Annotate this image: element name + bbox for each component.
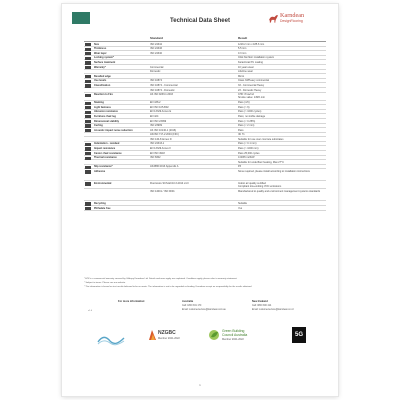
- row-result: [238, 147, 326, 150]
- row-property: [84, 182, 150, 185]
- row-standard: Floorscore SCS-EC10.3-2014 v4.0: [150, 182, 189, 186]
- row-property: [84, 61, 150, 64]
- row-standard: ISO 23999: [150, 124, 162, 128]
- row-result-text: Pass; no visible damage: [238, 114, 266, 118]
- row-property-label: Slip resistance*: [94, 165, 113, 169]
- row-property: [84, 84, 150, 87]
- row-property-label: Wear layer: [94, 51, 107, 55]
- row-result-text: 0.0035 m2K/W: [238, 156, 255, 160]
- row-result: [238, 47, 326, 50]
- row-standard: EN 438-2: [150, 101, 161, 105]
- row-property-label: Classification: [94, 83, 111, 87]
- row-property-label: Locking system*: [94, 56, 114, 60]
- row-result: [238, 52, 326, 55]
- row-result-text: Pass (> 1000 mm): [238, 147, 259, 151]
- row-result: [238, 207, 326, 210]
- row-standard: Commercial: [150, 65, 164, 69]
- row-property-label: Size: [94, 42, 100, 46]
- wave-logo-icon: [96, 332, 126, 346]
- row-property-label: Light fastness: [94, 105, 111, 109]
- row-result: [238, 75, 326, 78]
- spec-table: [84, 36, 326, 211]
- row-result: [238, 93, 326, 99]
- slip-icon: [85, 166, 91, 169]
- row-result-text: Suitable for underfloor heating, Max 27°C: [238, 160, 284, 164]
- row-result-text: 10 years wear: [238, 65, 254, 69]
- size-icon: [85, 43, 91, 46]
- header: [62, 4, 338, 30]
- castor-icon: [85, 152, 91, 155]
- row-result-text: Class 33/Heavy commercial: [238, 79, 269, 83]
- row-property: [84, 156, 150, 159]
- row-property: [84, 56, 150, 59]
- nz-phone: Call: 0800 300 414: [252, 305, 272, 307]
- row-result: [238, 101, 326, 104]
- row-property: [84, 52, 150, 55]
- fire-icon: [85, 94, 91, 97]
- row-result-text: 23 - Domestic Heavy: [238, 88, 262, 92]
- row-property-label: Adhesive: [94, 170, 106, 174]
- contact-section: [84, 300, 326, 320]
- indent-icon: [85, 143, 91, 146]
- row-property: [84, 207, 150, 210]
- row-result-text: Pass (< 0.1 mm): [238, 142, 257, 146]
- row-result-text: Indoor air quality certified: [238, 182, 266, 186]
- use-icon: [85, 80, 91, 83]
- row-result: [238, 190, 326, 193]
- row-property: [84, 106, 150, 109]
- five-g-badge: 5G: [292, 327, 306, 343]
- document-title: Technical Data Sheet: [170, 18, 230, 24]
- row-result-text: Pass (< 2 mm): [238, 124, 255, 128]
- phthalate-icon: [85, 207, 91, 210]
- row-standard: AS4586:2013 Appendix A: [150, 165, 179, 169]
- row-standard: EN ISO 23999: [150, 119, 167, 123]
- row-property-label: Use levels: [94, 79, 107, 83]
- footnote: * The information is based on test results believed to be accurate. The information is not to be regarded as binding. Karndean accept no responsibility for the results obtained.: [84, 286, 252, 288]
- row-result: [238, 84, 326, 87]
- row-property-label: Environmental: [94, 182, 112, 186]
- thermal-icon: [85, 157, 91, 160]
- region-new-zealand: New Zealand: [252, 300, 268, 303]
- table-row: [84, 169, 326, 181]
- row-result-text: CHF: 8 kw/m2: [238, 93, 254, 97]
- row-standard: AS/ISO 717-2:2004 (FIIC): [150, 133, 179, 137]
- row-property-label: Abrasion resistance: [94, 110, 118, 114]
- row-property: [84, 43, 150, 46]
- gbca-member: Member 2021-2022: [222, 338, 244, 341]
- row-result-text: Micro: [238, 74, 245, 78]
- footnote: *LVW is a commercial warranty covered by Gillespy Karndean Ltd. Details and more apply are explained. Conditions apply, please refer to warranty statement.: [84, 278, 238, 280]
- gbca-leaf-icon: [208, 329, 220, 341]
- slip-icon: [85, 102, 91, 105]
- row-property-label: Surface treatment: [94, 60, 116, 64]
- row-result-text: Pass 25,000 cycles: [238, 151, 260, 155]
- row-result-extra: Compliant low-emitting VOC emissions: [238, 185, 282, 189]
- row-property-label: Indentation - residual: [94, 142, 120, 146]
- nz-email: Email: customerservice@karndean.co.nz: [252, 309, 294, 311]
- row-result-text: Pass (4-5): [238, 101, 250, 105]
- row-property: [84, 47, 150, 50]
- row-result: [238, 124, 326, 127]
- row-result: [238, 202, 326, 205]
- document-ref: v1.0: [88, 310, 93, 312]
- row-result-text: Pass (> 1000 cycles): [238, 110, 262, 114]
- au-email: Email: customerservice@karndean.com.au: [182, 309, 226, 311]
- class-icon: [85, 84, 91, 87]
- row-result: [238, 170, 326, 173]
- col-header-result: Result: [238, 36, 248, 40]
- bevel-icon: [85, 75, 91, 78]
- thickness-icon: [85, 48, 91, 51]
- row-standard: AS ISO 9239.1:2003: [150, 93, 173, 97]
- row-standard: EN ISO 105-B02: [150, 105, 169, 109]
- row-property-label: Castor chair resistance: [94, 151, 122, 155]
- warranty-icon: [85, 66, 91, 69]
- karndean-logo: [268, 11, 330, 27]
- nzgbc-label: NZGBC: [158, 330, 176, 336]
- au-phone: Call: 1800 331 170: [182, 305, 202, 307]
- row-property-label: Staining: [94, 101, 104, 105]
- gbca-line-1: Green Building: [222, 329, 245, 333]
- gbca-line-2: Council Australia: [222, 333, 248, 337]
- row-result: [238, 106, 326, 109]
- row-result: [238, 165, 326, 168]
- row-property-label: Furniture chair leg: [94, 114, 116, 118]
- row-standard: ISO 24346: [150, 47, 162, 51]
- stability-icon: [85, 120, 91, 123]
- row-result: [238, 133, 326, 136]
- row-standard: ISO 24342: [150, 42, 162, 46]
- curl-icon: [85, 124, 91, 127]
- row-property-label: Thermal resistance: [94, 156, 117, 160]
- row-result: [238, 115, 326, 118]
- row-property: [84, 147, 150, 150]
- row-result-text: Manufactured to quality and environment management systems standards: [238, 190, 321, 194]
- row-result: [238, 66, 326, 69]
- row-property: [84, 170, 150, 173]
- row-property-label: Acoustic impact noise reduction: [94, 128, 133, 132]
- row-result-text: 1219.2 mm x 185.6 mm: [238, 42, 265, 46]
- footnote: * Subject to terms. Please see our website.: [84, 282, 126, 284]
- row-standard: ISO 24340: [150, 51, 162, 55]
- region-australia: Australia: [182, 300, 194, 303]
- row-property: [84, 110, 150, 113]
- row-property: [84, 124, 150, 127]
- row-property: [84, 79, 150, 82]
- row-property-label: Curling: [94, 124, 103, 128]
- table-body: [84, 42, 326, 211]
- row-property-label: Bevelled edge: [94, 74, 111, 78]
- brand-name: Karndean: [280, 12, 305, 19]
- row-result-text: Pass (> 6): [238, 105, 250, 109]
- row-result: [238, 110, 326, 113]
- row-result: [238, 79, 326, 82]
- row-result: [238, 182, 326, 188]
- page-number: 1: [199, 384, 201, 387]
- finish-icon: [85, 61, 91, 64]
- row-property-label: Phthalate free: [94, 206, 111, 210]
- row-property-label: Dimensional stability: [94, 119, 120, 123]
- row-standard: ISO 24343-1: [150, 142, 165, 146]
- row-property-label: Warranty*: [94, 65, 106, 69]
- row-property-label: Reaction to Fire: [94, 93, 113, 97]
- row-result-text: KaranCoat PU coating: [238, 60, 263, 64]
- brand-subtitle: DesignFlooring: [280, 19, 303, 23]
- row-standard: ISO 8302: [150, 156, 161, 160]
- row-result-text: 5.5 mm: [238, 47, 247, 51]
- row-property: [84, 142, 150, 145]
- impact-icon: [85, 129, 91, 132]
- document-page: [62, 4, 338, 396]
- row-result: [238, 152, 326, 155]
- row-property: [84, 93, 150, 96]
- row-result: [238, 138, 326, 141]
- row-result-text: IIC 71: [238, 133, 245, 137]
- row-result-text: 33 - Commercial Heavy: [238, 83, 265, 87]
- recycle-icon: [85, 202, 91, 205]
- contact-label: For more information:: [118, 300, 146, 303]
- row-property-label: Impact resistance: [94, 147, 116, 151]
- footnotes: [84, 278, 326, 290]
- row-standard: ISO 14001 / ISO 9001: [150, 190, 175, 194]
- row-property: [84, 202, 150, 205]
- row-property-label: Thickness: [94, 47, 107, 51]
- row-standard: EN 13329 Annex E: [150, 110, 172, 114]
- row-result: [238, 156, 326, 159]
- row-standard: ISO 140-8 Annex D: [150, 137, 172, 141]
- row-result: [238, 89, 326, 92]
- row-result: [238, 70, 326, 73]
- row-result: [238, 129, 326, 132]
- adhesive-icon: [85, 170, 91, 173]
- row-result-text: None required, please install according to installation instructions: [238, 170, 310, 174]
- row-result-text: Click flat floor installation system: [238, 56, 275, 60]
- row-result-text: P3: [238, 165, 242, 169]
- certification-logos: [84, 326, 326, 352]
- nzgbc-leaf-icon: [148, 329, 157, 341]
- row-result-text: Suitable for use over concrete substrates: [238, 137, 284, 141]
- row-standard: EN ISO 4918: [150, 151, 165, 155]
- row-standard: ISO 10874: [150, 79, 162, 83]
- table-row: [84, 93, 326, 101]
- row-property: [84, 129, 150, 132]
- chair-icon: [85, 115, 91, 118]
- row-result-text: Pass (< 0.25%): [238, 119, 256, 123]
- row-property: [84, 120, 150, 123]
- row-standard: AS ISO 10140-1 (2016): [150, 128, 177, 132]
- row-property: [84, 101, 150, 104]
- locking-icon: [85, 57, 91, 60]
- row-result: [238, 161, 326, 164]
- col-header-standard: Standard: [150, 36, 164, 40]
- row-result-text: Lifetime wear: [238, 70, 253, 74]
- row-property: [84, 75, 150, 78]
- env-icon: [85, 182, 91, 185]
- row-result: [238, 120, 326, 123]
- table-row: [84, 206, 326, 211]
- abrasion-icon: [85, 111, 91, 114]
- castor-icon: [85, 147, 91, 150]
- row-standard: ISO 10874 - Commercial: [150, 83, 178, 87]
- row-property: [84, 66, 150, 69]
- nzgbc-member: Member 2021-2022: [158, 337, 180, 340]
- row-result-text: 0.3 mm: [238, 51, 247, 55]
- row-result-text: Yes: [238, 206, 243, 210]
- light-icon: [85, 106, 91, 109]
- row-property: [84, 152, 150, 155]
- row-standard: EN 424: [150, 114, 159, 118]
- row-result-text: Pass: [238, 128, 244, 132]
- row-result: [238, 56, 326, 59]
- row-property-label: Recycling: [94, 202, 106, 206]
- row-standard: Domestic: [150, 70, 161, 74]
- row-result: [238, 142, 326, 145]
- table-row: [84, 189, 326, 201]
- row-property: [84, 115, 150, 118]
- wear-layer-icon: [85, 52, 91, 55]
- row-property: [84, 165, 150, 168]
- row-result-extra: Smoke value: 149% min: [238, 96, 265, 100]
- row-result: [238, 61, 326, 64]
- col-header-property: [84, 36, 150, 41]
- row-standard: EN 13329 Annex F: [150, 147, 171, 151]
- row-result-text: Suitable: [238, 202, 248, 206]
- table-row: [84, 181, 326, 189]
- greyhound-icon: [268, 12, 279, 24]
- row-result: [238, 43, 326, 46]
- row-standard: ISO 10874 - Domestic: [150, 88, 175, 92]
